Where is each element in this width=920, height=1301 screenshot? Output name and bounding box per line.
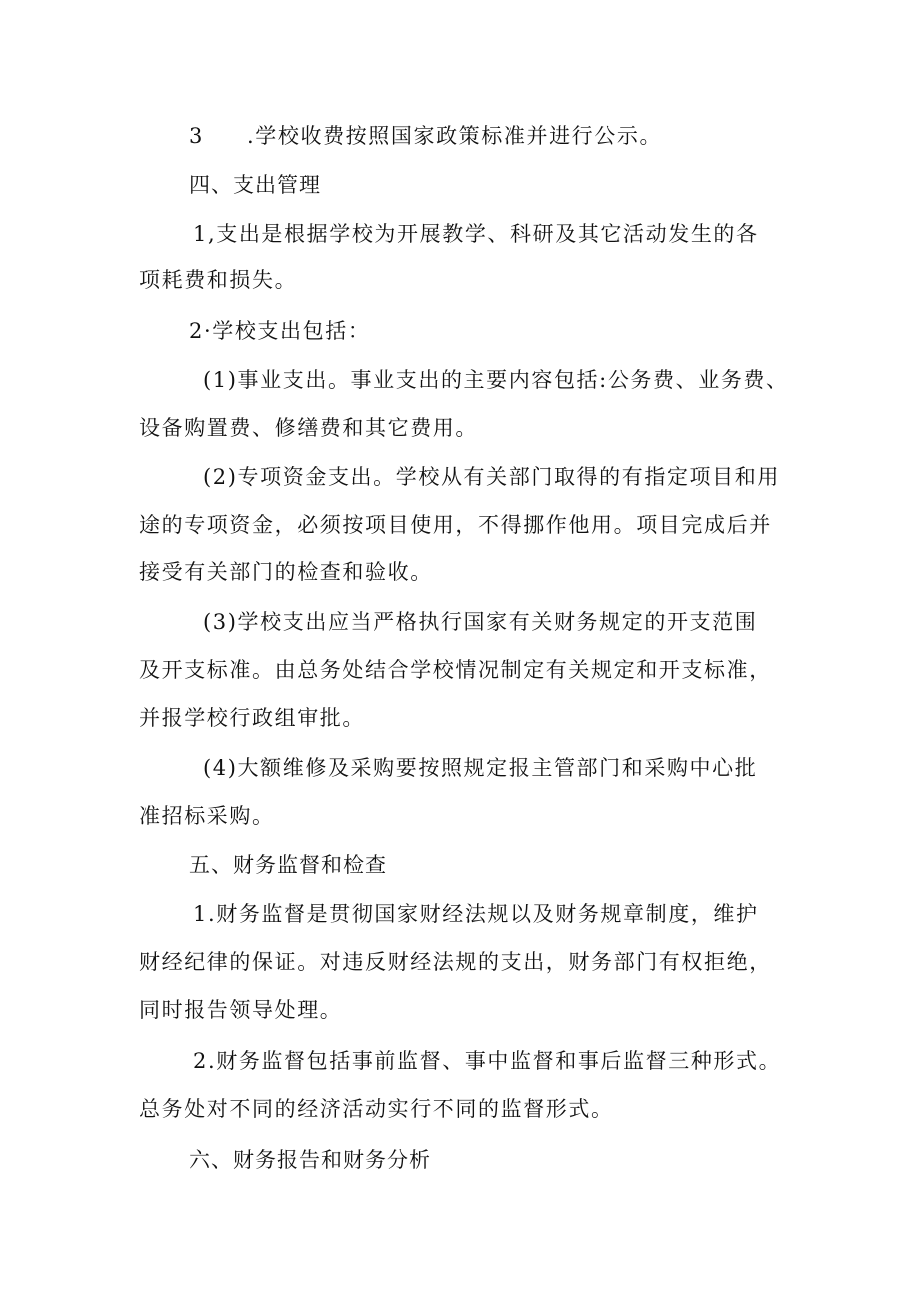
list-item-3 [189,122,662,150]
paragraph-line: 准招标采购。 [139,804,275,828]
paragraph-line: 及开支标准。由总务处结合学校情况制定有关规定和开支标准， [139,658,772,682]
paragraph-line: 同时报告领导处理。 [139,998,343,1022]
paragraph-line: 并报学校行政组审批。 [139,706,365,730]
section-heading-financial-report: 六、财务报告和财务分析 [189,1148,431,1172]
paragraph-line: 1,支出是根据学校为开展教学、科研及其它活动发生的各 [193,222,759,246]
paragraph-line: (2)专项资金支出。学校从有关部门取得的有指定项目和用 [203,465,780,489]
paragraph-text: .学校收费按照国家政策标准并进行公示。 [247,124,663,148]
list-number: 3 [189,124,204,148]
paragraph-line: 2·学校支出包括： [189,319,371,343]
paragraph-line: 途的专项资金，必须按项目使用，不得挪作他用。项目完成后并 [139,513,772,537]
paragraph-line: 1.财务监督是贯彻国家财经法规以及财务规章制度，维护 [193,902,759,926]
section-heading-supervision: 五、财务监督和检查 [189,853,387,877]
section-heading-expenditure: 四、支出管理 [189,173,321,197]
paragraph-line: (4)大额维修及采购要按照规定报主管部门和采购中心批 [203,756,758,780]
paragraph-line: 接受有关部门的检查和验收。 [139,560,433,584]
paragraph-line: (3)学校支出应当严格执行国家有关财务规定的开支范围 [203,610,758,634]
paragraph-line: 项耗费和损失。 [139,268,298,292]
paragraph-line: 2.财务监督包括事前监督、事中监督和事后监督三种形式。 [193,1049,782,1073]
paragraph-line: (1)事业支出。事业支出的主要内容包括:公务费、业务费、 [203,368,789,392]
paragraph-line: 总务处对不同的经济活动实行不同的监督形式。 [139,1097,614,1121]
paragraph-line: 财经纪律的保证。对违反财经法规的支出，财务部门有权拒绝， [139,950,772,974]
paragraph-line: 设备购置费、修缮费和其它费用。 [139,416,478,440]
